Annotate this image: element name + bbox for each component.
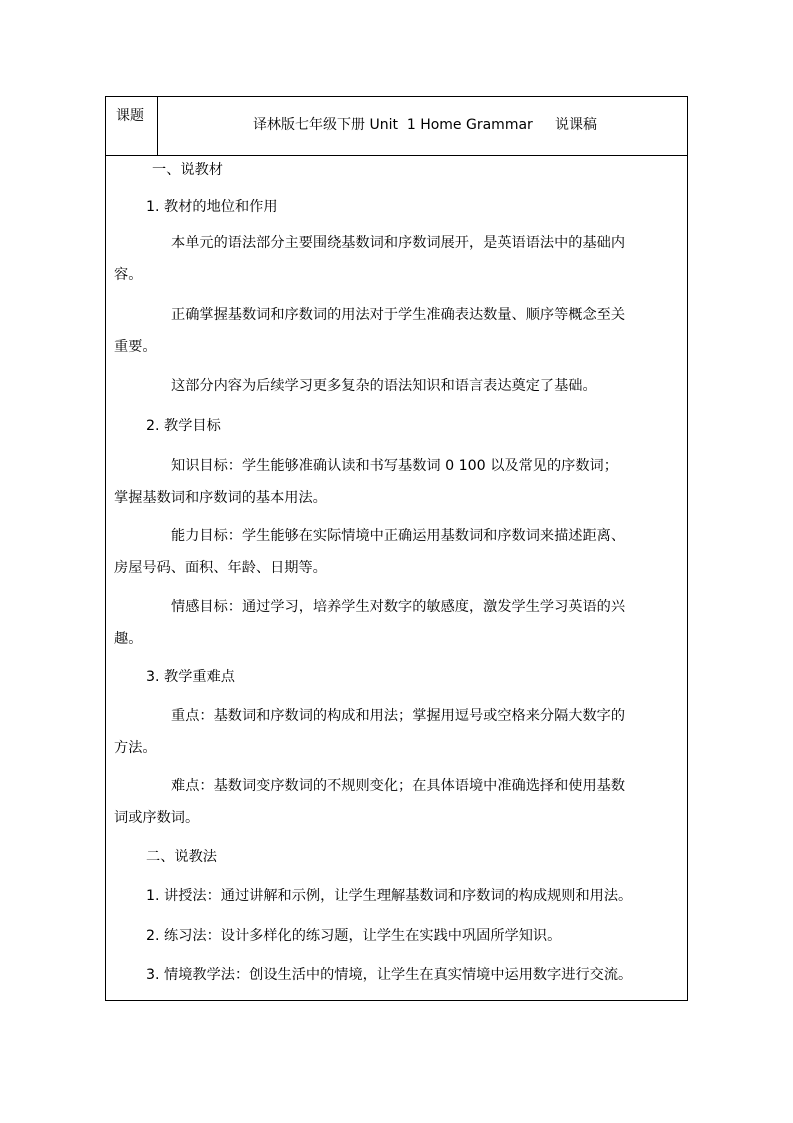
paragraph-line: 重要。 bbox=[114, 339, 157, 355]
lesson-table bbox=[105, 96, 688, 1001]
paragraph-line: 词或序数词。 bbox=[114, 810, 200, 826]
subsection-heading: 2. 教学目标 bbox=[146, 418, 221, 434]
method-item: 3. 情境教学法：创设生活中的情境，让学生在真实情境中运用数字进行交流。 bbox=[146, 967, 633, 983]
label-text: 课题 bbox=[116, 108, 144, 124]
subsection-heading: 3. 教学重难点 bbox=[146, 669, 235, 685]
paragraph-line: 情感目标：通过学习，培养学生对数字的敏感度，激发学生学习英语的兴 bbox=[171, 599, 626, 615]
paragraph-line: 方法。 bbox=[114, 740, 157, 756]
subsection-heading: 1. 教材的地位和作用 bbox=[146, 199, 278, 215]
header-row bbox=[106, 97, 687, 156]
paragraph-line: 房屋号码、面积、年龄、日期等。 bbox=[114, 560, 327, 576]
method-item: 1. 讲授法：通过讲解和示例，让学生理解基数词和序数词的构成规则和用法。 bbox=[146, 888, 633, 904]
paragraph-line: 难点：基数词变序数词的不规则变化；在具体语境中准确选择和使用基数 bbox=[171, 778, 626, 794]
paragraph-line: 本单元的语法部分主要围绕基数词和序数词展开，是英语语法中的基础内 bbox=[171, 235, 626, 251]
paragraph-line: 容。 bbox=[114, 267, 143, 283]
method-item: 2. 练习法：设计多样化的练习题，让学生在实践中巩固所学知识。 bbox=[146, 928, 562, 944]
paragraph-line: 趣。 bbox=[114, 631, 143, 647]
paragraph-line: 重点：基数词和序数词的构成和用法；掌握用逗号或空格来分隔大数字的 bbox=[171, 708, 626, 724]
paragraph-line: 能力目标：学生能够在实际情境中正确运用基数词和序数词来描述距离、 bbox=[171, 528, 626, 544]
lesson-title: 译林版七年级下册 Unit 1 Home Grammar 说课稿 bbox=[253, 117, 598, 133]
paragraph-line: 这部分内容为后续学习更多复杂的语法知识和语言表达奠定了基础。 bbox=[171, 378, 597, 394]
paragraph-line: 知识目标：学生能够准确认读和书写基数词 0 100 以及常见的序数词； bbox=[171, 458, 618, 474]
section-heading: 二、说教法 bbox=[146, 849, 217, 865]
label-cell bbox=[106, 97, 158, 155]
paragraph-line: 掌握基数词和序数词的基本用法。 bbox=[114, 490, 327, 506]
section-heading: 一、说教材 bbox=[152, 162, 223, 178]
paragraph-line: 正确掌握基数词和序数词的用法对于学生准确表达数量、顺序等概念至关 bbox=[171, 307, 626, 323]
